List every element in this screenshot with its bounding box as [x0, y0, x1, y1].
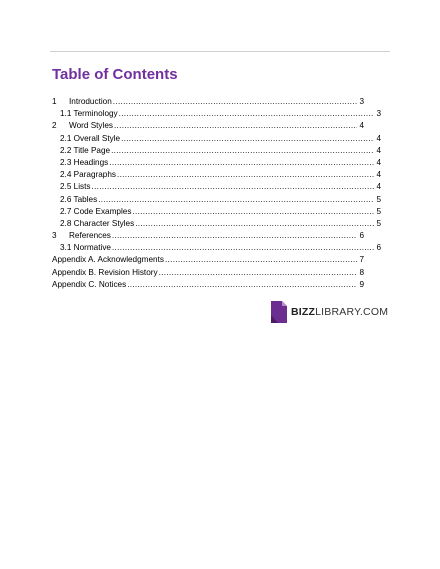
- toc-entry-label: 2.4 Paragraphs: [60, 170, 116, 180]
- logo-text: [291, 306, 388, 318]
- dot-leader: [112, 242, 374, 254]
- toc-entry-label: 2.5 Lists: [60, 182, 91, 192]
- dot-leader: [159, 267, 357, 279]
- toc-entry-number: 2: [52, 121, 57, 131]
- toc-entry-page: 6: [376, 243, 381, 253]
- dot-leader: [112, 230, 357, 242]
- table-of-contents: [52, 96, 381, 291]
- dot-leader: [165, 254, 357, 266]
- logo-text-rest: LIBRARY.COM: [315, 306, 389, 318]
- toc-entry-page: 8: [359, 267, 364, 277]
- page-title: Table of Contents: [52, 66, 178, 83]
- dot-leader: [117, 169, 374, 181]
- toc-entry[interactable]: [52, 145, 381, 157]
- toc-entry[interactable]: [52, 194, 381, 206]
- toc-entry[interactable]: [52, 120, 364, 132]
- toc-entry-page: 4: [376, 145, 381, 155]
- bizzlibrary-logo: [271, 301, 388, 323]
- toc-entry[interactable]: [52, 157, 381, 169]
- toc-entry-label: 2.6 Tables: [60, 194, 98, 204]
- toc-entry[interactable]: [52, 267, 364, 279]
- toc-entry-label: 3.1 Normative: [60, 243, 111, 253]
- dot-leader: [119, 108, 374, 120]
- toc-entry-page: 9: [359, 279, 364, 289]
- document-logo-icon: [271, 301, 287, 323]
- toc-entry-page: 4: [359, 121, 364, 131]
- toc-entry-number: 1: [52, 97, 57, 106]
- toc-entry-label: 2.2 Title Page: [60, 145, 111, 155]
- toc-entry-label: 2.1 Overall Style: [60, 133, 121, 143]
- toc-entry-label: 2.3 Headings: [60, 157, 109, 167]
- dot-leader: [114, 120, 357, 132]
- toc-entry[interactable]: [52, 230, 364, 242]
- toc-entry-page: 4: [376, 157, 381, 167]
- toc-entry-label: 2.8 Character Styles: [60, 218, 135, 228]
- toc-entry-page: 5: [376, 218, 381, 228]
- dot-leader: [127, 279, 357, 291]
- toc-entry[interactable]: [52, 96, 364, 108]
- toc-entry[interactable]: [52, 254, 364, 266]
- dot-leader: [135, 218, 374, 230]
- header-rule: [50, 51, 390, 52]
- toc-entry[interactable]: [52, 169, 381, 181]
- toc-entry[interactable]: [52, 181, 381, 193]
- toc-entry-label: Appendix A. Acknowledgments: [52, 255, 164, 265]
- toc-entry-number: 3: [52, 231, 57, 241]
- toc-entry-label: Appendix B. Revision History: [52, 267, 158, 277]
- toc-entry-page: 4: [376, 170, 381, 180]
- toc-entry-page: 4: [376, 133, 381, 143]
- toc-entry-page: 5: [376, 194, 381, 204]
- toc-entry-page: 3: [376, 109, 381, 119]
- toc-entry[interactable]: [52, 206, 381, 218]
- toc-entry[interactable]: [52, 279, 364, 291]
- toc-entry-page: 4: [376, 182, 381, 192]
- toc-entry-page: 5: [376, 206, 381, 216]
- dot-leader: [109, 157, 374, 169]
- toc-entry-page: 6: [359, 231, 364, 241]
- toc-entry-label: Appendix C. Notices: [52, 279, 127, 289]
- toc-entry[interactable]: [52, 218, 381, 230]
- dot-leader: [113, 96, 357, 108]
- dot-leader: [132, 206, 374, 218]
- toc-entry[interactable]: [52, 242, 381, 254]
- toc-entry-label: Introduction: [69, 97, 112, 106]
- toc-entry[interactable]: [52, 108, 381, 120]
- toc-entry-label: 2.7 Code Examples: [60, 206, 132, 216]
- toc-entry-label: References: [69, 231, 111, 241]
- toc-entry[interactable]: [52, 133, 381, 145]
- toc-entry-page: 7: [359, 255, 364, 265]
- dot-leader: [98, 194, 374, 206]
- dot-leader: [92, 181, 375, 193]
- logo-text-bold: BIZZ: [291, 306, 316, 318]
- dot-leader: [111, 145, 374, 157]
- toc-entry-label: Word Styles: [69, 121, 113, 131]
- toc-entry-label: 1.1 Terminology: [60, 109, 118, 119]
- dot-leader: [121, 133, 374, 145]
- toc-entry-page: 3: [359, 97, 364, 106]
